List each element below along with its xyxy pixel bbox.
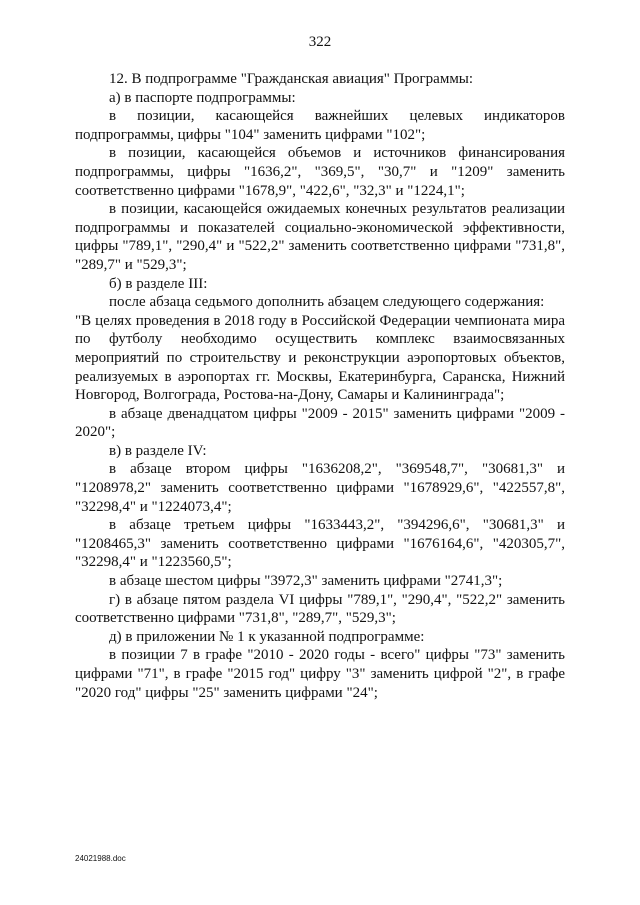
paragraph-position-7: в позиции 7 в графе "2010 - 2020 годы - всего" цифры "73" заменить цифрами "71", в графе "2015 год" цифру "3" заменить цифрой "2", в графе "2020 год" цифры "25" заменить цифрами "24";	[75, 647, 565, 701]
paragraph-item-b: б) в разделе III:	[109, 275, 208, 292]
paragraph-second: в абзаце втором цифры "1636208,2", "369548,7", "30681,3" и "1208978,2" заменить соответственно цифрами "1678929,6", "422557,8", "32298,4" и "1224073,4";	[75, 461, 565, 515]
paragraph-quoted-worldcup: "В целях проведения в 2018 году в Российской Федерации чемпионата мира по футболу необходимо осуществить комплекс взаимосвязанных мероприятий по строительству и реконструкции аэропортовых объектов, реализуемых в аэропортах гг. Москвы, Екатеринбурга, Саранска, Нижний Новгород, Волгограда, Ростова-на-Дону, Самары и Калининграда";	[75, 312, 565, 404]
paragraph-section-12: 12. В подпрограмме "Гражданская авиация" Программы:	[109, 71, 474, 87]
paragraph-item-a: а) в паспорте подпрограммы:	[109, 89, 296, 106]
paragraph-item-d: д) в приложении № 1 к указанной подпрограмме:	[109, 628, 425, 645]
paragraph-item-v: в) в разделе IV:	[109, 442, 207, 459]
paragraph-item-g: г) в абзаце пятом раздела VI цифры "789,1", "290,4", "522,2" заменить соответственно цифрами "731,8", "289,7", "529,3";	[75, 591, 565, 627]
paragraph-indicators: в позиции, касающейся важнейших целевых индикаторов подпрограммы, цифры "104" заменить цифрами "102";	[75, 108, 565, 143]
page-number: 322	[308, 34, 332, 50]
paragraph-results: в позиции, касающейся ожидаемых конечных результатов реализации подпрограммы и показателей социально-экономической эффективности, цифры "789,1", "290,4" и "522,2" заменить соответственно цифрами "731,8", "289,7" и "529,3";	[75, 201, 565, 273]
file-footer: 24021988.doc	[75, 854, 126, 863]
paragraph-sixth: в абзаце шестом цифры "3972,3" заменить цифрами "2741,3";	[109, 573, 503, 590]
paragraph-after-seventh: после абзаца седьмого дополнить абзацем следующего содержания:	[109, 294, 545, 311]
paragraph-financing: в позиции, касающейся объемов и источников финансирования подпрограммы, цифры "1636,2", "369,5", "30,7" и "1209" заменить соответственно цифрами "1678,9", "422,6", "32,3" и "1224,1";	[75, 145, 565, 199]
document-body	[75, 70, 565, 702]
paragraph-twelfth: в абзаце двенадцатом цифры "2009 - 2015" заменить цифрами "2009 - 2020";	[75, 405, 565, 441]
paragraph-third: в абзаце третьем цифры "1633443,2", "394296,6", "30681,3" и "1208465,3" заменить соответственно цифрами "1676164,6", "420305,7", "32298,4" и "1223560,5";	[75, 517, 565, 571]
